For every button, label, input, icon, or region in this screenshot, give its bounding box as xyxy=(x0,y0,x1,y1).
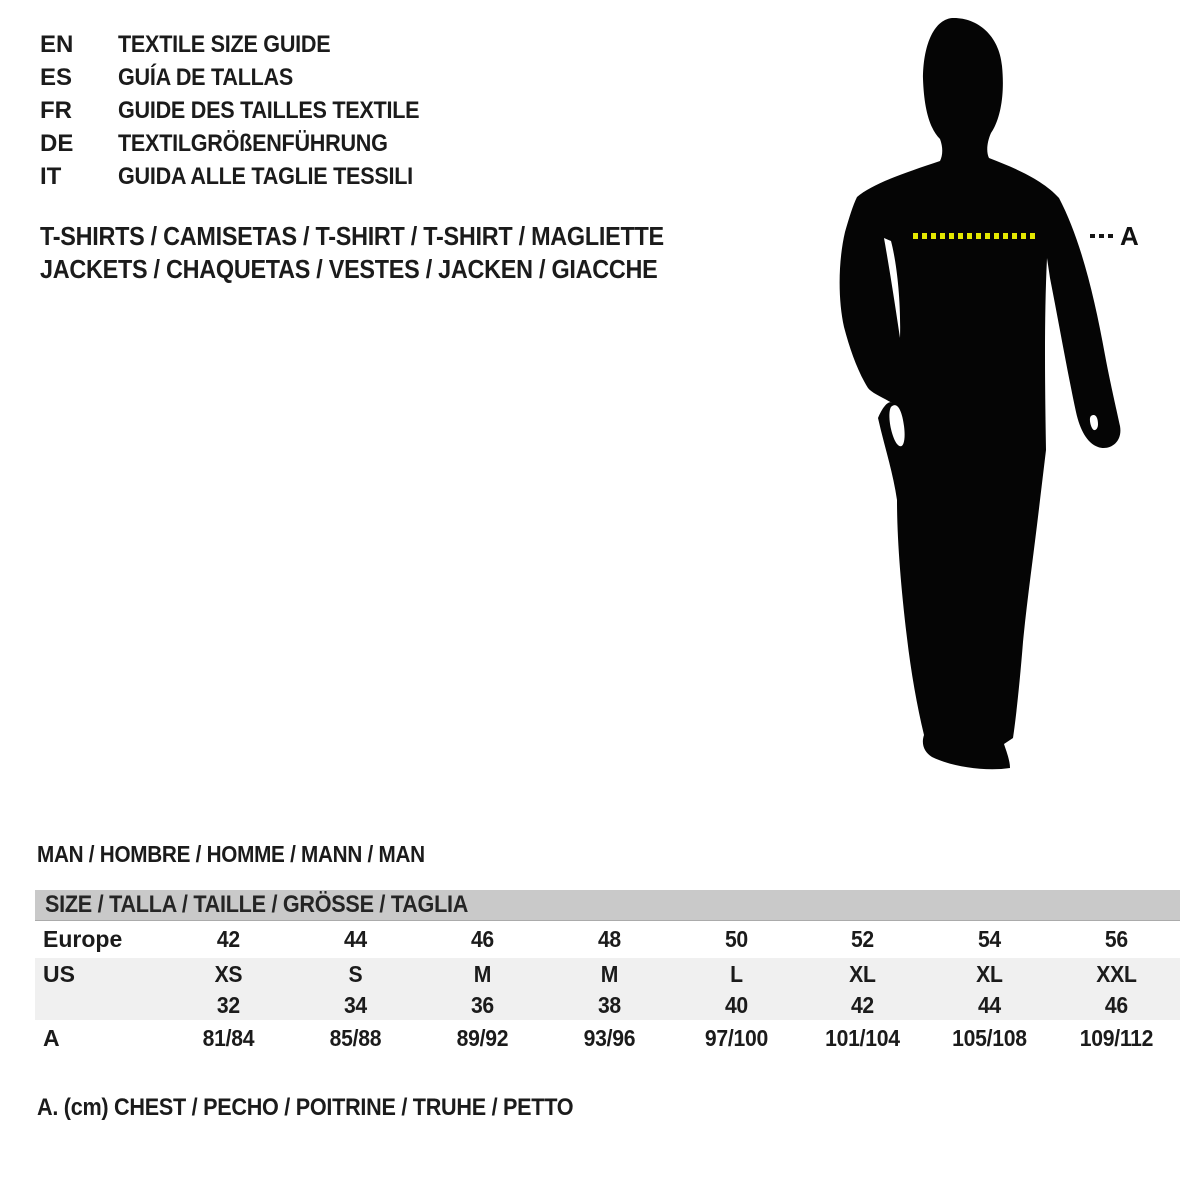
size-value: 36 xyxy=(470,991,494,1018)
category-lines xyxy=(40,220,733,286)
size-value: 32 xyxy=(216,991,240,1018)
size-value: 44 xyxy=(343,926,367,952)
size-value: 97/100 xyxy=(704,1025,768,1051)
measurement-footnote: A. (cm) CHEST / PECHO / POITRINE / TRUHE / PETTO xyxy=(37,1094,574,1121)
size-value: 81/84 xyxy=(202,1025,255,1051)
row-label: A xyxy=(43,1025,60,1051)
measure-label-a: A xyxy=(1120,221,1139,251)
language-code: FR xyxy=(40,97,72,124)
language-title-list xyxy=(40,28,453,193)
size-value: 34 xyxy=(343,991,367,1018)
size-value: M xyxy=(600,960,618,987)
size-value: 93/96 xyxy=(583,1025,635,1051)
size-value: 40 xyxy=(724,991,748,1018)
guide-title: TEXTILE SIZE GUIDE xyxy=(118,31,331,58)
language-row xyxy=(40,28,453,61)
language-row xyxy=(40,160,453,193)
category-line-1: T-SHIRTS / CAMISETAS / T-SHIRT / T-SHIRT / MAGLIETTE xyxy=(40,221,664,251)
section-title-man: MAN / HOMBRE / HOMME / MANN / MAN xyxy=(37,841,425,867)
size-value: XS xyxy=(214,960,243,987)
table-row xyxy=(35,921,1180,958)
size-value: 105/108 xyxy=(952,1025,1027,1051)
man-silhouette xyxy=(790,0,1200,800)
language-code: DE xyxy=(40,130,74,157)
size-value: 89/92 xyxy=(456,1025,508,1051)
size-value: M xyxy=(473,960,491,987)
category-line-2: JACKETS / CHAQUETAS / VESTES / JACKEN / GIACCHE xyxy=(40,254,658,284)
size-table xyxy=(35,890,1180,1057)
size-value: 50 xyxy=(724,926,748,952)
guide-title: TEXTILGRÖßENFÜHRUNG xyxy=(118,130,388,157)
size-value: 101/104 xyxy=(825,1025,901,1051)
man-silhouette-shape xyxy=(840,18,1121,769)
size-value: 38 xyxy=(597,991,621,1018)
language-row xyxy=(40,127,453,160)
table-row xyxy=(35,958,1180,990)
guide-title: GUÍA DE TALLAS xyxy=(118,64,294,91)
size-value: 46 xyxy=(1105,991,1129,1018)
measurement-figure xyxy=(790,0,1200,800)
size-value: XL xyxy=(849,960,877,987)
size-table-header: SIZE / TALLA / TAILLE / GRÖSSE / TAGLIA xyxy=(35,890,1180,921)
size-value: XXL xyxy=(1096,960,1137,987)
size-value: 46 xyxy=(470,926,494,952)
size-value: L xyxy=(729,960,743,987)
language-row xyxy=(40,94,453,127)
guide-title: GUIDA ALLE TAGLIE TESSILI xyxy=(118,163,413,190)
size-value: 52 xyxy=(851,926,875,952)
language-row xyxy=(40,61,453,94)
language-code: IT xyxy=(40,163,62,190)
size-value: 85/88 xyxy=(329,1025,382,1051)
guide-title: GUIDE DES TAILLES TEXTILE xyxy=(118,97,420,124)
size-value: 48 xyxy=(597,926,621,952)
size-value: S xyxy=(348,960,363,987)
size-value: 42 xyxy=(216,926,240,952)
size-value: 44 xyxy=(978,991,1002,1018)
size-table-rows xyxy=(35,921,1180,1057)
size-value: 56 xyxy=(1105,926,1129,952)
row-label: US xyxy=(43,960,75,987)
size-value: XL xyxy=(976,960,1003,987)
table-row xyxy=(35,990,1180,1020)
size-value: 109/112 xyxy=(1079,1025,1154,1051)
size-value: 54 xyxy=(978,926,1002,952)
size-value: 42 xyxy=(851,991,875,1018)
language-code: EN xyxy=(40,31,74,58)
table-row xyxy=(35,1020,1180,1057)
row-label: Europe xyxy=(43,926,123,952)
language-code: ES xyxy=(40,64,73,91)
